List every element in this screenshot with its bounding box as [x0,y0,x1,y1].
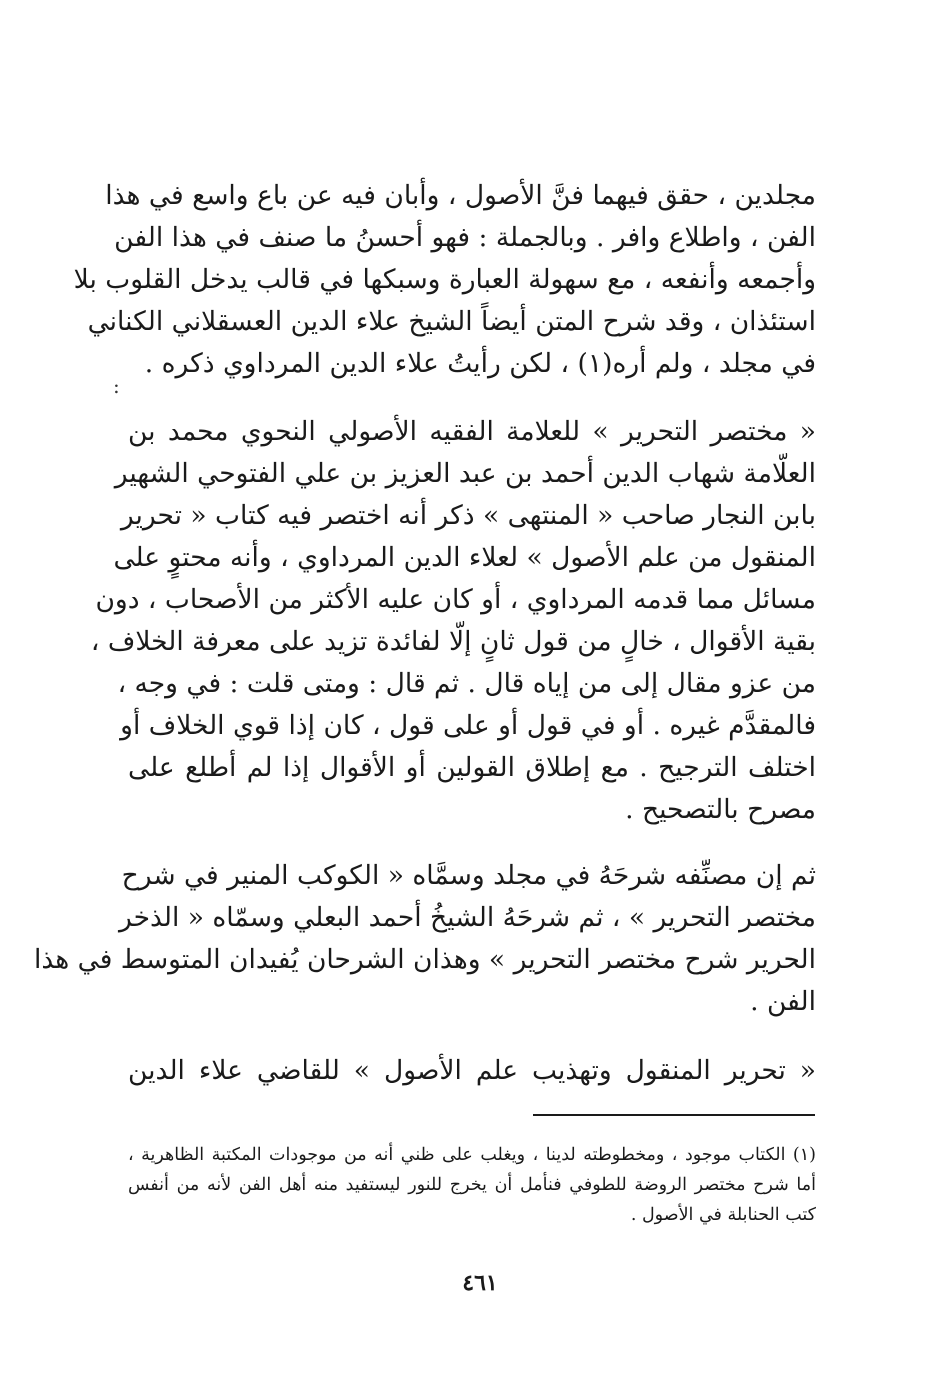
footnote [128,1140,816,1230]
paragraph-1 [73,175,816,385]
text-line: ثم إن مصنِّفه شرحَهُ في مجلد وسمَّاه « الكوكب المنير في شرح [121,860,816,891]
text-line: مختصر التحرير » ، ثم شرحَهُ الشيخُ أحمد البعلي وسمّاه « الذخر [119,902,816,933]
text-line: « تحرير المنقول وتهذيب علم الأصول » للقاضي علاء الدين [128,1055,816,1086]
footnote-divider [533,1114,815,1116]
paragraph-4 [128,1050,816,1092]
text-line: فالمقدَّم غيره . أو في قول أو على قول ، كان إذا قوي الخلاف أو [120,710,816,741]
text-line: اختلف الترجيح . مع إطلاق القولين أو الأقوال إذا لم أطلع على [128,752,816,783]
text-line: استئذان ، وقد شرح المتن أيضاً الشيخ علاء الدين العسقلاني الكناني [87,306,816,337]
text-line: من عزو مقال إلى من إياه قال . ثم قال : ومتى قلت : في وجه ، [117,668,816,699]
text-line: في مجلد ، ولم أره(١) ، لكن رأيتُ علاء الدين المرداوي ذكره . [144,348,816,379]
footnote-line: (١) الكتاب موجود ، ومخطوطته لدينا ، ويغلب على ظني أنه من موجودات المكتبة الظاهرية ، [128,1145,816,1165]
text-line: « مختصر التحرير » للعلامة الفقيه الأصولي النحوي محمد بن [128,416,816,447]
footnote-line: أما شرح مختصر الروضة للطوفي فنأمل أن يخرج للنور ليستفيد منه أهل الفن لأنه من أنفس [128,1175,816,1195]
text-line: الفن . [750,986,816,1017]
text-line: العلّامة شهاب الدين أحمد بن عبد العزيز بن علي الفتوحي الشهير [114,458,816,489]
text-line: بقية الأقوال ، خالٍ من قول ثانٍ إلّا لفائدة تزيد على معرفة الخلاف ، [90,626,816,657]
text-line: الفن ، واطلاع وافر . وبالجملة : فهو أحسنُ ما صنف في هذا الفن [114,222,816,253]
text-line: مسائل مما قدمه المرداوي ، أو كان عليه الأكثر من الأصحاب ، دون [95,584,816,615]
margin-mark: : [113,374,120,398]
text-line: المنقول من علم الأصول » لعلاء الدين المرداوي ، وأنه محتوٍ على [113,542,816,573]
page-number: ٤٦١ [462,1270,498,1296]
paragraph-2 [90,411,816,831]
paragraph-3 [33,855,816,1023]
text-line: وأجمعه وأنفعه ، مع سهولة العبارة وسبكها في قالب يدخل القلوب بلا [73,264,816,295]
text-line: بابن النجار صاحب « المنتهى » ذكر أنه اختصر فيه كتاب « تحرير [120,500,816,531]
text-line: مصرح بالتصحيح . [625,794,816,825]
footnote-line: كتب الحنابلة في الأصول . [630,1205,816,1225]
text-line: مجلدين ، حقق فيهما فنَّ الأصول ، وأبان فيه عن باع واسع في هذا [105,180,816,211]
text-line: الحرير شرح مختصر التحرير » وهذان الشرحان يُفيدان المتوسط في هذا [33,944,816,975]
